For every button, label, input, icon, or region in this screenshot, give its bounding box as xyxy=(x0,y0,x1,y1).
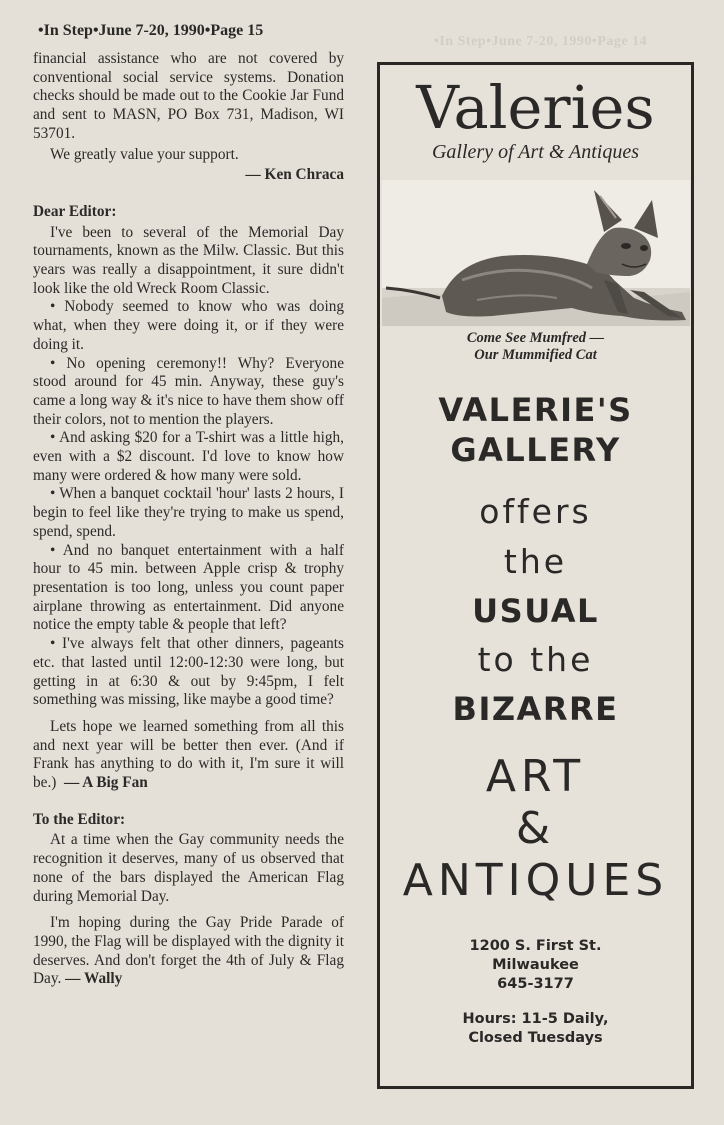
tagline-offers: offers xyxy=(479,492,592,531)
letter-signature: — A Big Fan xyxy=(64,774,148,792)
letter-bullet: • No opening ceremony!! Why? Everyone stood around for 45 min. Anyway, these guy's came a long way & it's nice to have them show off their colors, not to mention the players. xyxy=(33,354,344,428)
caption-line: Our Mummified Cat xyxy=(474,347,597,363)
caption-line: Come See Mumfred — xyxy=(466,330,605,346)
letter-paragraph: At a time when the Gay community needs the recognition it deserves, many of us observed that none of the bars displayed the American Flag during Memorial Day. xyxy=(33,831,344,905)
letters-column xyxy=(33,50,344,989)
tagline-usual: USUAL xyxy=(472,592,599,630)
letter-signature: — Ken Chraca xyxy=(245,166,344,184)
tagline-the: the xyxy=(503,542,568,581)
letter-bullet: • I've always felt that other dinners, pageants etc. that lasted until 12:00-12:30 were long, but getting in at 6:30 & out by 9:45pm, I felt something was missing, like maybe a good time? xyxy=(33,635,344,709)
letter-signature: — Wally xyxy=(65,970,123,988)
page-folio: •In Step•June 7-20, 1990•Page 15 xyxy=(38,22,264,39)
letter-closing xyxy=(33,718,344,793)
letter-closing: We greatly value your support. xyxy=(50,145,239,163)
phone-number: 645-3177 xyxy=(497,976,574,992)
art-heading: ART xyxy=(485,751,586,802)
gallery-advertisement xyxy=(377,62,694,1089)
ad-subtitle: Gallery of Art & Antiques xyxy=(431,141,640,163)
letter-paragraph-text: I'm hoping during the Gay Pride Parade of 1990, the Flag will be displayed with the dignity it deserves. And don't forget the 4th of July & Flag Day. xyxy=(33,914,344,988)
gallery-name-line: VALERIE'S xyxy=(438,391,633,429)
tagline-to-the: to the xyxy=(477,640,594,679)
letter-salutation: To the Editor: xyxy=(33,810,126,828)
letter-bullet: • And no banquet entertainment with a half hour to 45 min. between Apple crisp & trophy presentation is too long, unless you count paper airplane throwing as entertainment. Did anyone notice the empty table & people that left? xyxy=(33,541,344,634)
antiques-heading: ANTIQUES xyxy=(402,855,669,906)
photo-caption xyxy=(380,330,691,364)
closed-line: Closed Tuesdays xyxy=(468,1030,603,1046)
letter-body: financial assistance who are not covered by conventional social service systems. Donation checks should be made out to the Cookie Jar Fund and sent to MASN, PO Box 731, Madison, WI 53701. xyxy=(33,50,344,142)
letter-bullet: • Nobody seemed to know who was doing what, when they were doing it, or if they were doing it. xyxy=(33,298,344,353)
letter-paragraph: I've been to several of the Memorial Day tournaments, known as the Milw. Classic. But this years was really a disappointment, it sure didn't look like the old Wreck Room Classic. xyxy=(33,223,344,297)
bleed-through-text: •In Step•June 7-20, 1990•Page 14 xyxy=(434,34,648,49)
letter-closing-text: Lets hope we learned something from all this and next year will be better then ever. (And if Frank has anything to do with it, I'm sure it will be.) xyxy=(33,717,344,792)
letter-bullet: • And asking $20 for a T-shirt was a little high, even with a $2 discount. I'd love to know how many were ordered & how many were sold. xyxy=(33,429,344,484)
gallery-name-line: GALLERY xyxy=(450,431,621,469)
letter-salutation: Dear Editor: xyxy=(33,202,117,220)
letter-bullet: • When a banquet cocktail 'hour' lasts 2 hours, I begin to feel like they're trying to make us spend, spend, spend. xyxy=(33,485,344,540)
letter-paragraph xyxy=(33,914,344,989)
tagline-bizarre: BIZARRE xyxy=(452,690,619,728)
address-street: 1200 S. First St. xyxy=(469,938,602,954)
ampersand: & xyxy=(515,803,556,854)
ad-title: Valeries xyxy=(416,73,655,142)
mummified-cat-photo xyxy=(382,180,690,326)
hours-line: Hours: 11-5 Daily, xyxy=(462,1011,609,1027)
address-city: Milwaukee xyxy=(492,957,579,973)
